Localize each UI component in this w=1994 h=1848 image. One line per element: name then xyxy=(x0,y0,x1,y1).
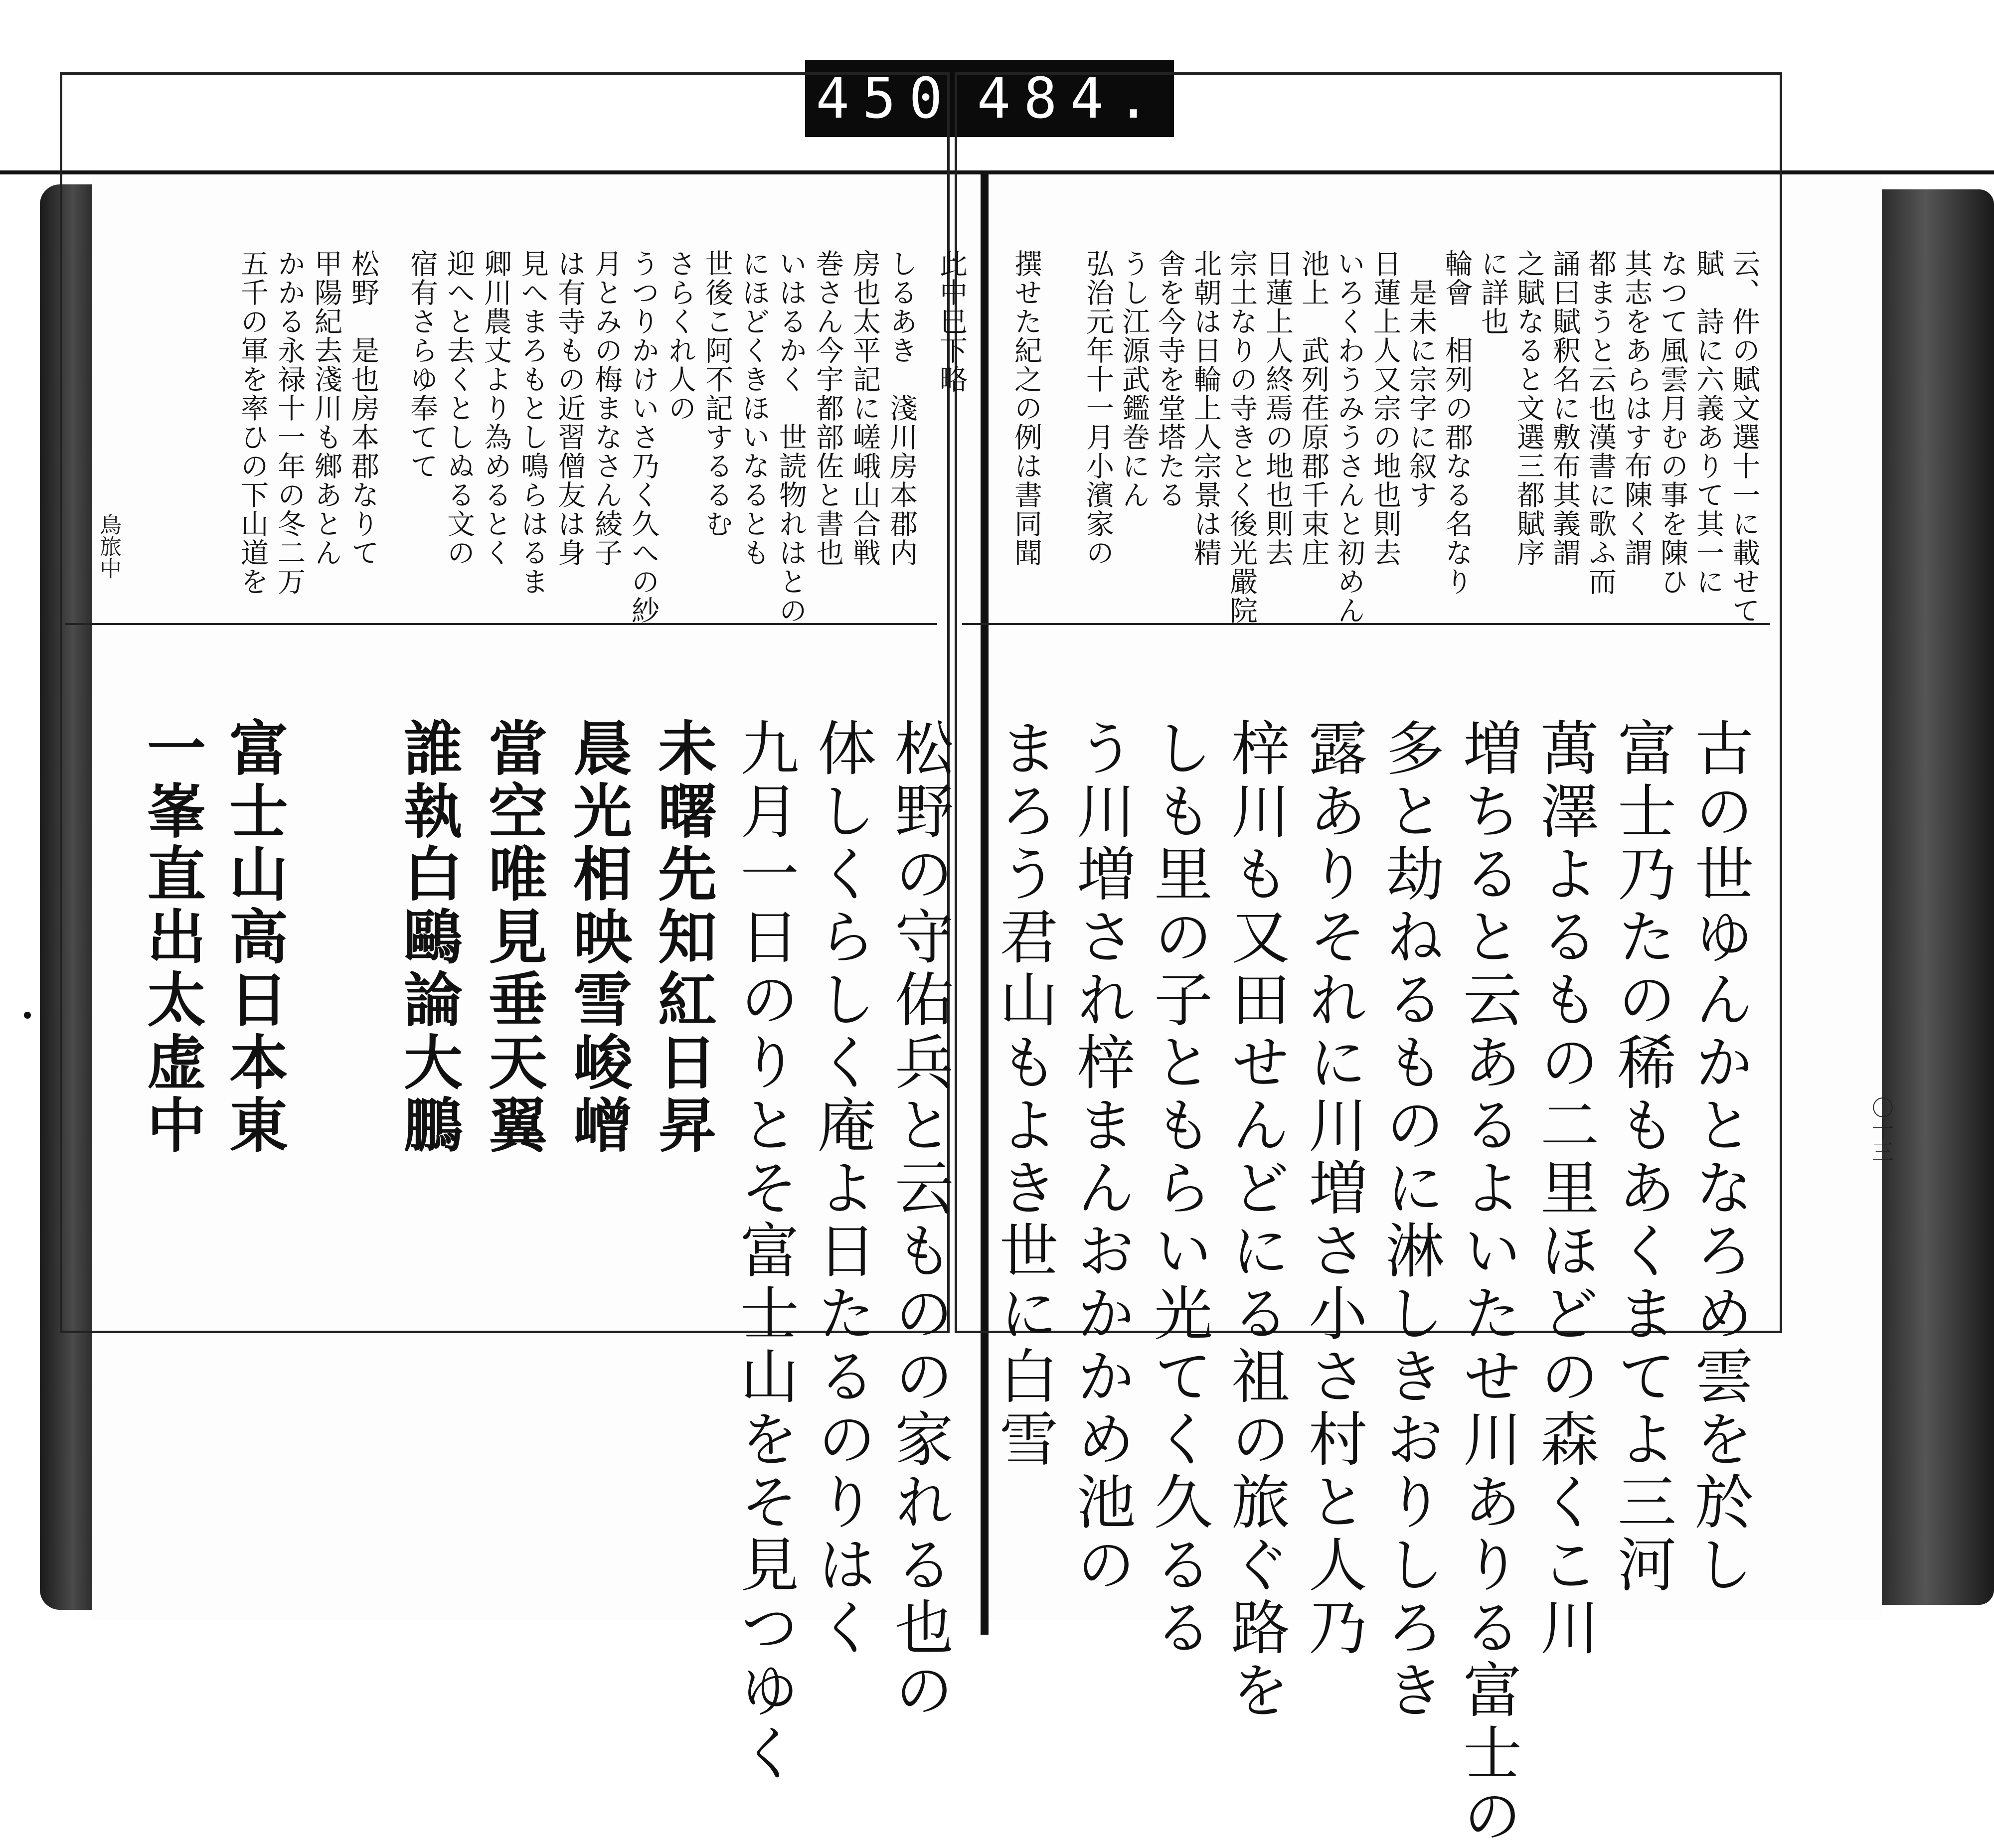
left-poem-column: 富士山高日本東 xyxy=(219,718,289,1157)
left-note-column: 房也太平記に嵯峨山合戦 xyxy=(848,249,881,567)
left-note-column: 松野 是也房本郡なりて xyxy=(347,249,379,567)
right-note-column: なつて風雲月むの事を陳ひ xyxy=(1656,249,1688,596)
frame-number-left: 450 xyxy=(816,66,956,131)
left-note-column: 巻さん今宇都部佐と書也 xyxy=(812,249,844,567)
right-note-column: 弘治元年十一月小濱家の xyxy=(1082,249,1114,567)
right-main-column: 露ありそれに川増さ小さ村と人乃 xyxy=(1299,718,1367,1660)
left-note-column: 宿有さらゆ奉てて xyxy=(406,249,438,480)
right-note-column: 宗土なりの寺きとく後光嚴院 xyxy=(1225,249,1258,625)
frame-number-right: 484. xyxy=(977,66,1163,131)
left-note-column: 卿川農丈より為めるとく xyxy=(480,249,512,567)
right-note-column: 賦 詩に六義ありて其一に xyxy=(1692,249,1724,596)
left-note-column: かかる永禄十一年の冬二万 xyxy=(273,249,306,596)
right-note-column: 撰せた紀之の例は書同聞 xyxy=(1010,249,1042,567)
right-main-column: 増ちると云あるよいたせ川ありる富士の xyxy=(1453,718,1522,1848)
folio-number-right: 〇十三 xyxy=(1868,1096,1893,1162)
left-main-column: 松野の守佑兵と云ものの家れる也の xyxy=(885,718,954,1722)
left-note-column: 五千の軍を率ひの下山道を xyxy=(236,249,269,596)
left-note-column: 甲陽紀去淺川も鄉あとん xyxy=(310,249,342,567)
right-main-column: 古の世ゆんかとなろめ雲を於し xyxy=(1685,718,1754,1597)
left-main-column: 体しくらしく庵よ日たるのりはく xyxy=(808,718,876,1660)
right-note-column: 輪會 相列の郡なる名なり xyxy=(1441,249,1473,596)
left-note-column: にほどくきほいなるとも xyxy=(738,249,770,567)
right-note-column: いろくわうみうさんと初めん xyxy=(1333,249,1365,625)
right-main-column: 梓川も又田せんどにる祖の旅ぐ路を xyxy=(1221,718,1290,1722)
book-cover-right xyxy=(1879,189,1994,1605)
right-main-column: まろう君山もよき世に白雪 xyxy=(990,718,1058,1471)
left-note-column: いはるかく 世読物れはとの xyxy=(775,249,807,625)
left-note-column: は有寺もの近習僧友は身 xyxy=(553,249,586,567)
left-poem-column: 晨光相映雪峻嶒 xyxy=(563,718,633,1157)
right-note-column: 舎を今寺を堂塔たる xyxy=(1154,249,1186,509)
left-note-column: 此中巳下略 xyxy=(935,249,968,394)
right-note-column: 北朝は日輪上人宗景は精 xyxy=(1189,249,1222,567)
right-note-column: 日蓮上人又宗の地也則去 xyxy=(1369,249,1401,567)
right-note-column: うし江源武鑑巻にん xyxy=(1118,249,1150,509)
right-note-column: 其志をあらはす布陳く謂 xyxy=(1620,249,1653,567)
right-note-column: 云、件の賦文選十一に載せて xyxy=(1728,249,1760,625)
left-poem-column: 一峯直出太虚中 xyxy=(137,718,206,1157)
right-main-column: 多と劫ねるものに淋しきおりしろき xyxy=(1376,718,1445,1722)
right-note-column: 之賦なると文選三都賦序 xyxy=(1512,249,1545,567)
left-note-column: 世後こ阿不記するるむ xyxy=(701,249,733,538)
right-main-column: う川増され梓まんおかかめ池の xyxy=(1067,718,1136,1597)
gutter-mark-left: 鳥旅中 xyxy=(96,513,121,579)
right-main-column: 富士乃たの稀もあくまてよ三河 xyxy=(1608,718,1676,1597)
left-main-column: 九月一日のりとそ富士山をそ見つゆく xyxy=(730,718,799,1785)
left-poem-column: 誰執白鷗論大鵬 xyxy=(394,718,463,1157)
left-note-column: 月とみの梅まなさん綾子 xyxy=(590,249,623,567)
right-note-column: 都まうと云也漢書に歌ふ而 xyxy=(1584,249,1617,596)
right-main-column: しも里の子ともらい光てく久るる xyxy=(1144,718,1213,1660)
left-note-column: うつりかけいさ乃く久への紗 xyxy=(627,249,660,625)
left-note-column: 見へまろもとし鳴らはるま xyxy=(516,249,549,596)
right-note-column: 日蓮上人終焉の地也則去 xyxy=(1261,249,1294,567)
left-note-column: 迎へと去くとしぬる文の xyxy=(443,249,475,567)
right-note-column: に詳也 xyxy=(1477,249,1509,336)
left-note-column: さらくれ人の xyxy=(664,249,696,423)
right-main-column: 萬澤よるもの二里ほどの森くこ川 xyxy=(1530,718,1599,1660)
right-note-column: 誦曰賦釈名に敷布其義謂 xyxy=(1548,249,1581,567)
left-poem-column: 當空唯見垂天翼 xyxy=(479,718,548,1157)
left-note-column: しるあき 淺川房本郡内 xyxy=(885,249,918,567)
left-poem-column: 未曙先知紅日昇 xyxy=(648,718,717,1157)
margin-dot xyxy=(24,1012,31,1019)
right-note-column: 池上 武列荏原郡千束庄 xyxy=(1297,249,1329,567)
right-note-column: 是未に宗字に叙す xyxy=(1405,249,1437,509)
